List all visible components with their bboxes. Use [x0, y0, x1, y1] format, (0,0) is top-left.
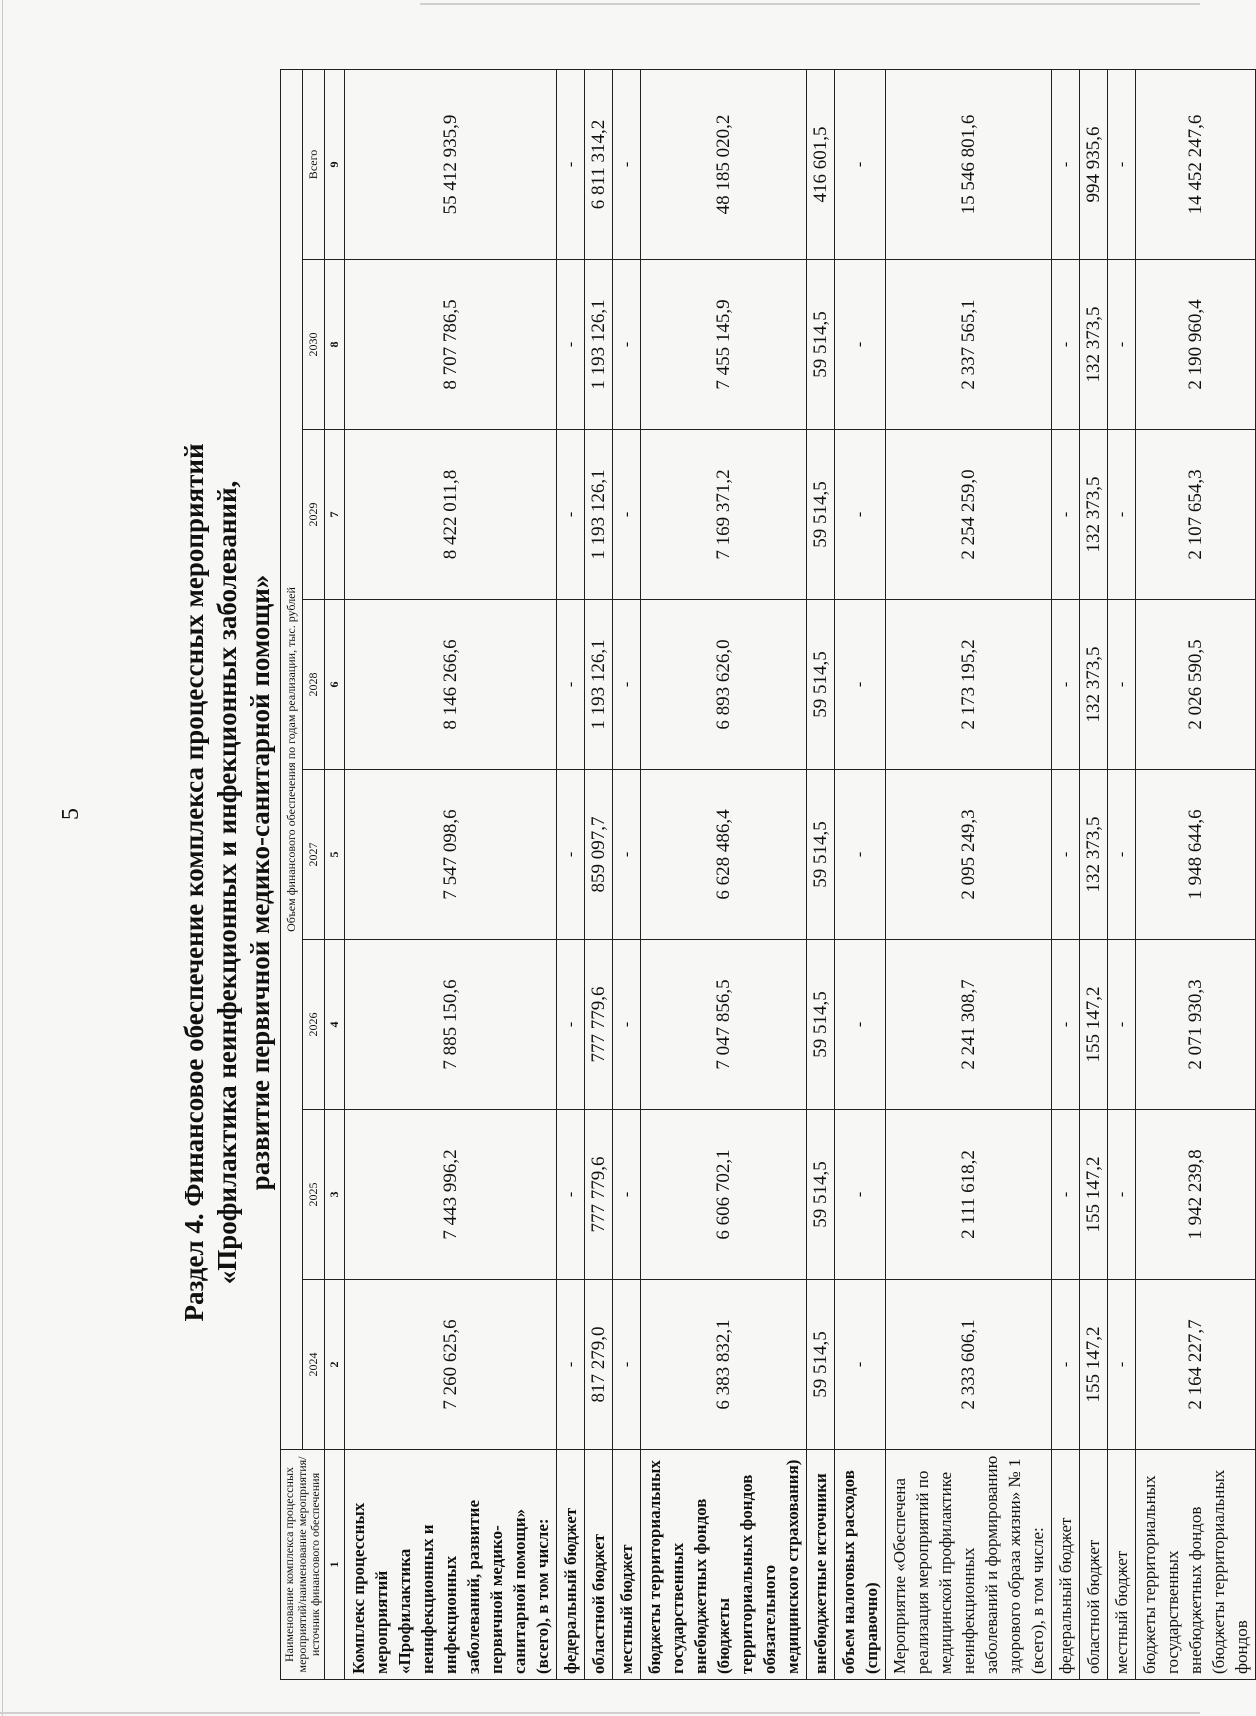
row-name: местный бюджет: [1108, 1450, 1136, 1680]
value-cell: 2 164 227,7: [1136, 1280, 1256, 1450]
row-name: внебюджетные источники: [807, 1450, 835, 1680]
value-cell: 777 779,6: [585, 1110, 613, 1280]
value-cell: 55 412 935,9: [345, 69, 557, 259]
section-title-line-1: Раздел 4. Финансовое обеспечение комплекса процессных мероприятий: [179, 443, 209, 1322]
table-body: [345, 69, 1256, 1679]
row-name: областной бюджет: [585, 1450, 613, 1680]
value-cell: 7 455 145,9: [641, 260, 807, 430]
value-cell: 817 279,0: [585, 1280, 613, 1450]
value-cell: -: [557, 1280, 585, 1450]
value-cell: -: [1052, 1110, 1080, 1280]
value-cell: -: [835, 430, 886, 600]
value-cell: 132 373,5: [1080, 770, 1108, 940]
value-cell: -: [1108, 1110, 1136, 1280]
value-cell: 155 147,2: [1080, 940, 1108, 1110]
header-year: 2028: [303, 600, 325, 770]
value-cell: 7 443 996,2: [345, 1110, 557, 1280]
value-cell: 777 779,6: [585, 940, 613, 1110]
value-cell: 132 373,5: [1080, 260, 1108, 430]
row-name: бюджеты территориальных государственных внебюджетных фондов (бюджеты территориальных фондов обязательного медицинского страхования): [641, 1450, 807, 1680]
value-cell: 2 241 308,7: [886, 940, 1052, 1110]
value-cell: 6 811 314,2: [585, 69, 613, 259]
value-cell: -: [1052, 260, 1080, 430]
page-number: 5: [58, 808, 84, 820]
header-year: 2027: [303, 770, 325, 940]
value-cell: 132 373,5: [1080, 600, 1108, 770]
value-cell: 1 193 126,1: [585, 600, 613, 770]
value-cell: -: [835, 1280, 886, 1450]
value-cell: 1 942 239,8: [1136, 1110, 1256, 1280]
value-cell: 1 193 126,1: [585, 260, 613, 430]
value-cell: 59 514,5: [807, 940, 835, 1110]
header-year: 2024: [303, 1280, 325, 1450]
table-row: [886, 69, 1052, 1679]
value-cell: 59 514,5: [807, 260, 835, 430]
table-row: [585, 69, 613, 1679]
section-title-line-2: «Профилактика неинфекционных и инфекционных заболеваний,: [212, 480, 242, 1285]
header-year: 2026: [303, 940, 325, 1110]
section-title: [178, 65, 277, 1700]
header-year: 2025: [303, 1110, 325, 1280]
value-cell: -: [1108, 430, 1136, 600]
value-cell: 6 893 626,0: [641, 600, 807, 770]
row-name: Комплекс процессных мероприятий «Профилактика неинфекционных и инфекционных заболеваний, развитие первичной медико-санитарной помощи» (всего), в том числе:: [345, 1450, 557, 1680]
value-cell: 2 337 565,1: [886, 260, 1052, 430]
value-cell: 8 146 266,6: [345, 600, 557, 770]
value-cell: 8 422 011,8: [345, 430, 557, 600]
page-edge: [2, 0, 3, 1716]
header-total: Всего: [303, 69, 325, 259]
value-cell: -: [613, 1280, 641, 1450]
value-cell: 2 333 606,1: [886, 1280, 1052, 1450]
value-cell: -: [835, 940, 886, 1110]
column-index: 1: [325, 1450, 345, 1680]
value-cell: -: [1052, 430, 1080, 600]
value-cell: -: [613, 430, 641, 600]
value-cell: 59 514,5: [807, 770, 835, 940]
value-cell: -: [1108, 770, 1136, 940]
table-row: [345, 69, 557, 1679]
header-name-column: Наименование комплекса процессных мероприятий/наименование мероприятия/источник финансового обеспечения: [281, 1450, 325, 1680]
row-name: Мероприятие «Обеспечена реализация мероприятий по медицинской профилактике неинфекционных заболеваний и формированию здорового образа жизни» № 1 (всего), в том числе:: [886, 1450, 1052, 1680]
value-cell: -: [1052, 69, 1080, 259]
value-cell: -: [557, 1110, 585, 1280]
value-cell: 2 095 249,3: [886, 770, 1052, 940]
table-row: [641, 69, 807, 1679]
table-row: [835, 69, 886, 1679]
table-row: [1052, 69, 1080, 1679]
header-row-group: [281, 69, 303, 1679]
value-cell: -: [835, 770, 886, 940]
value-cell: -: [835, 1110, 886, 1280]
value-cell: -: [1108, 260, 1136, 430]
value-cell: -: [835, 69, 886, 259]
financing-table: [280, 69, 1256, 1680]
value-cell: 7 169 371,2: [641, 430, 807, 600]
value-cell: -: [557, 430, 585, 600]
value-cell: -: [1108, 940, 1136, 1110]
section-title-line-3: развитие первичной медико-санитарной помощи»: [245, 574, 275, 1191]
header-year: 2029: [303, 430, 325, 600]
value-cell: 155 147,2: [1080, 1110, 1108, 1280]
value-cell: 59 514,5: [807, 1110, 835, 1280]
header-year: 2030: [303, 260, 325, 430]
value-cell: 48 185 020,2: [641, 69, 807, 259]
table-row: [1108, 69, 1136, 1679]
column-index: 9: [325, 69, 345, 259]
row-name: областной бюджет: [1080, 1450, 1108, 1680]
column-index: 2: [325, 1280, 345, 1450]
value-cell: 7 547 098,6: [345, 770, 557, 940]
table-row: [557, 69, 585, 1679]
value-cell: 2 190 960,4: [1136, 260, 1256, 430]
value-cell: -: [613, 69, 641, 259]
header-group: Объем финансового обеспечения по годам реализации, тыс. рублей: [281, 69, 303, 1449]
value-cell: -: [613, 260, 641, 430]
value-cell: -: [1108, 69, 1136, 259]
value-cell: 59 514,5: [807, 430, 835, 600]
page-top-line: [420, 3, 1200, 5]
row-name: федеральный бюджет: [1052, 1450, 1080, 1680]
value-cell: -: [613, 600, 641, 770]
value-cell: -: [557, 260, 585, 430]
value-cell: 6 606 702,1: [641, 1110, 807, 1280]
value-cell: 132 373,5: [1080, 430, 1108, 600]
value-cell: -: [1052, 600, 1080, 770]
page-bottom-edge: [0, 1712, 1200, 1714]
value-cell: 2 254 259,0: [886, 430, 1052, 600]
value-cell: -: [1052, 1280, 1080, 1450]
value-cell: 2 107 654,3: [1136, 430, 1256, 600]
value-cell: -: [1108, 1280, 1136, 1450]
value-cell: -: [835, 260, 886, 430]
header-row-years: [303, 69, 325, 1679]
value-cell: 14 452 247,6: [1136, 69, 1256, 259]
column-index: 5: [325, 770, 345, 940]
table-row: [1136, 69, 1256, 1679]
value-cell: -: [1052, 770, 1080, 940]
header-row-index: [325, 69, 345, 1679]
row-name: федеральный бюджет: [557, 1450, 585, 1680]
value-cell: 994 935,6: [1080, 69, 1108, 259]
value-cell: 2 071 930,3: [1136, 940, 1256, 1110]
value-cell: -: [557, 69, 585, 259]
column-index: 3: [325, 1110, 345, 1280]
row-name: бюджеты территориальных государственных внебюджетных фондов (бюджеты территориальных фондов: [1136, 1450, 1256, 1680]
column-index: 7: [325, 430, 345, 600]
value-cell: 2 111 618,2: [886, 1110, 1052, 1280]
row-name: местный бюджет: [613, 1450, 641, 1680]
value-cell: 416 601,5: [807, 69, 835, 259]
value-cell: -: [557, 600, 585, 770]
value-cell: -: [1108, 600, 1136, 770]
value-cell: 1 193 126,1: [585, 430, 613, 600]
value-cell: -: [613, 940, 641, 1110]
value-cell: 859 097,7: [585, 770, 613, 940]
value-cell: 59 514,5: [807, 1280, 835, 1450]
table-row: [807, 69, 835, 1679]
column-index: 8: [325, 260, 345, 430]
landscape-section: [168, 65, 1251, 1700]
value-cell: -: [613, 1110, 641, 1280]
value-cell: -: [557, 770, 585, 940]
value-cell: -: [835, 600, 886, 770]
value-cell: 15 546 801,6: [886, 69, 1052, 259]
value-cell: 7 885 150,6: [345, 940, 557, 1110]
column-index: 4: [325, 940, 345, 1110]
value-cell: 59 514,5: [807, 600, 835, 770]
column-index: 6: [325, 600, 345, 770]
table-row: [1080, 69, 1108, 1679]
value-cell: -: [557, 940, 585, 1110]
value-cell: -: [1052, 940, 1080, 1110]
table-row: [613, 69, 641, 1679]
value-cell: -: [613, 770, 641, 940]
value-cell: 1 948 644,6: [1136, 770, 1256, 940]
value-cell: 2 173 195,2: [886, 600, 1052, 770]
value-cell: 7 047 856,5: [641, 940, 807, 1110]
value-cell: 6 628 486,4: [641, 770, 807, 940]
value-cell: 7 260 625,6: [345, 1280, 557, 1450]
value-cell: 155 147,2: [1080, 1280, 1108, 1450]
value-cell: 8 707 786,5: [345, 260, 557, 430]
row-name: объем налоговых расходов (справочно): [835, 1450, 886, 1680]
value-cell: 2 026 590,5: [1136, 600, 1256, 770]
value-cell: 6 383 832,1: [641, 1280, 807, 1450]
